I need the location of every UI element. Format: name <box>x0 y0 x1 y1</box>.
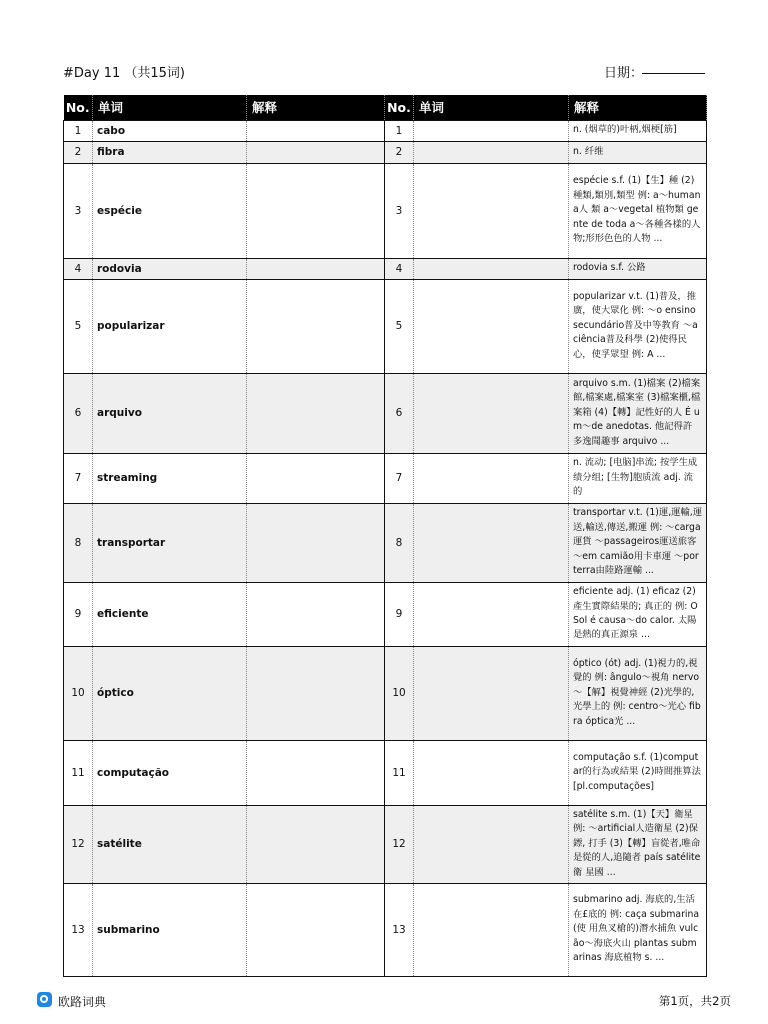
meaning-blank[interactable] <box>247 582 385 646</box>
word-cell: transportar <box>93 503 247 582</box>
row-number: 7 <box>385 453 414 503</box>
row-number: 4 <box>64 258 93 279</box>
word-blank[interactable] <box>414 279 569 373</box>
page-title: #Day 11 （共15词) <box>63 66 185 81</box>
row-number: 9 <box>64 582 93 646</box>
table-row <box>64 805 707 883</box>
date-label: 日期： <box>604 66 644 81</box>
row-number: 12 <box>385 805 414 883</box>
row-number: 10 <box>385 646 414 740</box>
definition-cell: submarino adj. 海底的,生活在£底的 例: caça submarina (使 用魚叉槍的)潛水捕魚 vulcão～海底火山 plantas submarinas 海底植物 s. ... <box>569 883 707 976</box>
table-row <box>64 141 707 163</box>
word-blank[interactable] <box>414 503 569 582</box>
row-number: 5 <box>64 279 93 373</box>
definition-cell: n. 流动; [电脑]串流; 按学生成绩分组; [生物]胞质流 adj. 流的 <box>569 453 707 503</box>
column-header: No. <box>385 95 414 120</box>
word-cell: óptico <box>93 646 247 740</box>
vocabulary-table <box>63 95 707 977</box>
row-number: 2 <box>64 141 93 163</box>
table-row <box>64 258 707 279</box>
page-indicator: 第1页，共2页 <box>658 994 731 1008</box>
word-cell: espécie <box>93 163 247 258</box>
word-cell: arquivo <box>93 373 247 453</box>
definition-cell: rodovia s.f. 公路 <box>569 258 707 279</box>
definition-cell: computação s.f. (1)computar的行為或結果 (2)時間推算法 [pl.computações] <box>569 740 707 805</box>
table-row <box>64 883 707 976</box>
definition-cell: satélite s.m. (1)【天】衛星 例: ～artificial人造衛星 (2)保鏢, 打手 (3)【轉】盲從者,唯命是從的人,追隨者 país satélite衛 星國 ... <box>569 805 707 883</box>
row-number: 4 <box>385 258 414 279</box>
word-blank[interactable] <box>414 883 569 976</box>
table-row <box>64 646 707 740</box>
word-cell: rodovia <box>93 258 247 279</box>
row-number: 13 <box>385 883 414 976</box>
definition-cell: arquivo s.m. (1)檔案 (2)檔案館,檔案處,檔案室 (3)檔案櫃,檔案箱 (4)【轉】記性好的人 É um～de anedotas. 他記得許 多逸聞趣事 arquivo ... <box>569 373 707 453</box>
row-number: 13 <box>64 883 93 976</box>
meaning-blank[interactable] <box>247 453 385 503</box>
word-blank[interactable] <box>414 163 569 258</box>
table-row <box>64 279 707 373</box>
word-blank[interactable] <box>414 740 569 805</box>
word-cell: popularizar <box>93 279 247 373</box>
word-cell: fibra <box>93 141 247 163</box>
definition-cell: espécie s.f. (1)【生】種 (2)種類,類別,類型 例: a～humana人 類 a～vegetal 植物類 gente de toda a～各種各樣的人 物;形形色色的人物 ... <box>569 163 707 258</box>
row-number: 3 <box>385 163 414 258</box>
word-cell: computação <box>93 740 247 805</box>
definition-cell: popularizar v.t. (1)普及，推廣，使大眾化 例: ～o ensino secundário普及中等教育 ～a ciência普及科學 (2)使得民 心，使孚眾望 例: A ... <box>569 279 707 373</box>
meaning-blank[interactable] <box>247 646 385 740</box>
definition-cell: eficiente adj. (1) eficaz (2) 產生實際結果的; 真正的 例: O Sol é causa～do calor. 太陽是熱的真正源泉 ... <box>569 582 707 646</box>
column-header: 单词 <box>414 95 569 120</box>
word-cell: streaming <box>93 453 247 503</box>
word-blank[interactable] <box>414 258 569 279</box>
meaning-blank[interactable] <box>247 120 385 141</box>
meaning-blank[interactable] <box>247 258 385 279</box>
footer-brand: 欧路词典 <box>58 995 107 1009</box>
row-number: 1 <box>64 120 93 141</box>
definition-cell: transportar v.t. (1)運,運輸,運送,輸送,傳送,搬運 例: ～carga運貨 ～passageiros運送旅客 ～em camião用卡車運 ～por terra由陸路運輸 ... <box>569 503 707 582</box>
definition-cell: n. (烟草的)叶柄,烟梗[筋] <box>569 120 707 141</box>
word-blank[interactable] <box>414 120 569 141</box>
meaning-blank[interactable] <box>247 503 385 582</box>
row-number: 11 <box>385 740 414 805</box>
table-row <box>64 373 707 453</box>
word-blank[interactable] <box>414 582 569 646</box>
column-header: 单词 <box>93 95 247 120</box>
meaning-blank[interactable] <box>247 141 385 163</box>
table-row <box>64 503 707 582</box>
word-blank[interactable] <box>414 646 569 740</box>
word-cell: satélite <box>93 805 247 883</box>
column-header: 解释 <box>569 95 707 120</box>
word-cell: submarino <box>93 883 247 976</box>
word-blank[interactable] <box>414 141 569 163</box>
word-cell: cabo <box>93 120 247 141</box>
row-number: 3 <box>64 163 93 258</box>
row-number: 10 <box>64 646 93 740</box>
row-number: 5 <box>385 279 414 373</box>
row-number: 7 <box>64 453 93 503</box>
column-header: No. <box>64 95 93 120</box>
table-row <box>64 453 707 503</box>
definition-cell: óptico (ót) adj. (1)視力的,視覺的 例: ângulo～視角 nervo ～【解】視覺神經 (2)光學的,光學上的 例: centro～光心 fibra óptica光 ... <box>569 646 707 740</box>
row-number: 8 <box>64 503 93 582</box>
row-number: 1 <box>385 120 414 141</box>
meaning-blank[interactable] <box>247 883 385 976</box>
row-number: 2 <box>385 141 414 163</box>
row-number: 8 <box>385 503 414 582</box>
word-blank[interactable] <box>414 373 569 453</box>
date-blank-line <box>642 73 705 74</box>
word-blank[interactable] <box>414 805 569 883</box>
meaning-blank[interactable] <box>247 163 385 258</box>
word-blank[interactable] <box>414 453 569 503</box>
table-row <box>64 582 707 646</box>
table-row <box>64 740 707 805</box>
meaning-blank[interactable] <box>247 279 385 373</box>
column-header: 解释 <box>247 95 385 120</box>
eudic-logo-icon <box>37 992 52 1007</box>
meaning-blank[interactable] <box>247 373 385 453</box>
meaning-blank[interactable] <box>247 805 385 883</box>
table-row <box>64 163 707 258</box>
table-header-row <box>64 95 707 120</box>
row-number: 11 <box>64 740 93 805</box>
row-number: 12 <box>64 805 93 883</box>
definition-cell: n. 纤维 <box>569 141 707 163</box>
row-number: 9 <box>385 582 414 646</box>
word-cell: eficiente <box>93 582 247 646</box>
row-number: 6 <box>385 373 414 453</box>
meaning-blank[interactable] <box>247 740 385 805</box>
row-number: 6 <box>64 373 93 453</box>
table-row <box>64 120 707 141</box>
